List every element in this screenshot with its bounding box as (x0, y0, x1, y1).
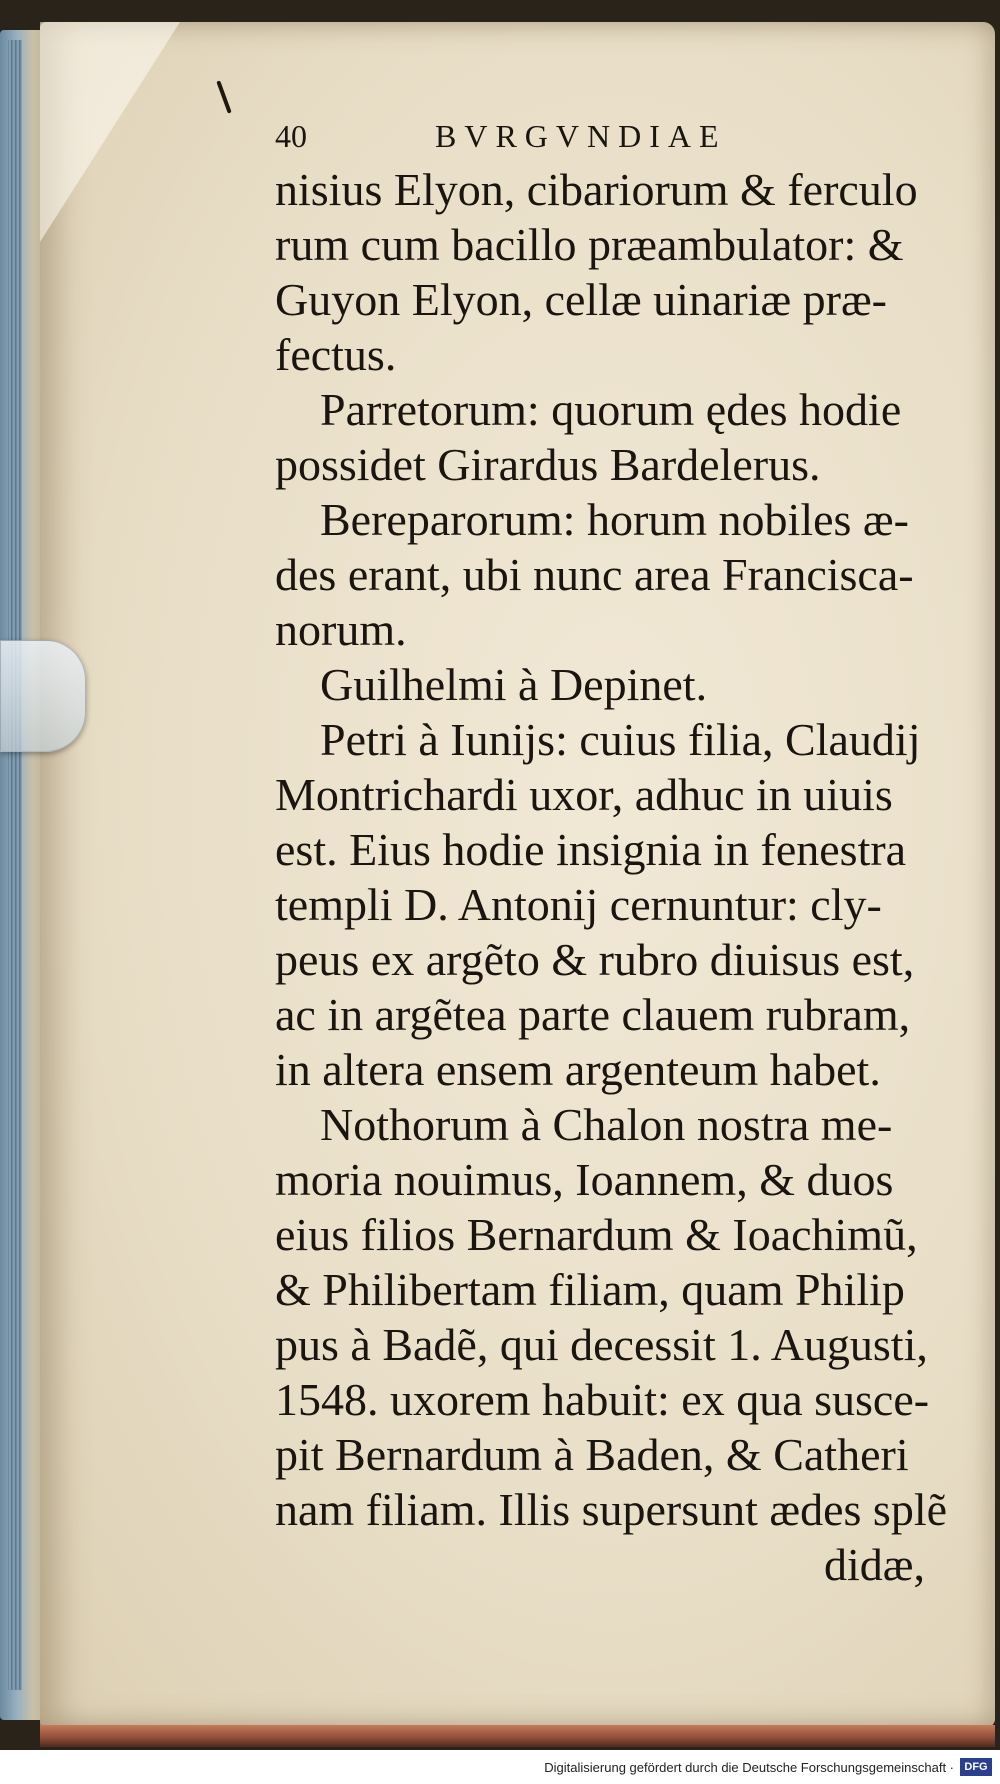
text-line: possidet Girardus Bardelerus. (275, 439, 821, 490)
text-line: 1548. uxorem habuit: ex qua susce- (275, 1374, 930, 1425)
text-line: pus à Badẽ, qui decessit 1. Augusti, (275, 1319, 928, 1370)
text-line: Bereparorum: horum nobiles æ- (320, 494, 909, 545)
text-line: Guilhelmi à Depinet. (320, 659, 708, 710)
text-line: Montrichardi uxor, adhuc in uiuis (275, 769, 893, 820)
page-header (275, 118, 965, 158)
body-text (275, 162, 965, 1592)
running-head: BVRGVNDIAE (435, 118, 727, 154)
text-line: & Philibertam filiam, quam Philip (275, 1264, 905, 1315)
catchword: didæ, (824, 1539, 925, 1590)
text-line: Petri à Iunijs: cuius filia, Claudij (320, 714, 921, 765)
funding-credit: Digitalisierung gefördert durch die Deutsche Forschungsgemeinschaft · (544, 1760, 954, 1775)
text-line: eius filios Bernardum & Ioachimũ, (275, 1209, 918, 1260)
text-line: peus ex argẽto & rubro diuisus est, (275, 934, 915, 985)
dfg-logo: DFG (960, 1758, 992, 1776)
text-line: pit Bernardum à Baden, & Catheri (275, 1429, 909, 1480)
page-number: 40 (275, 118, 307, 154)
text-line: rum cum bacillo præambulator: & (275, 219, 904, 270)
text-line: in altera ensem argenteum habet. (275, 1044, 881, 1095)
folded-corner (40, 22, 180, 242)
page-stack (8, 40, 22, 1690)
text-line: nisius Elyon, cibariorum & ferculo (275, 164, 918, 215)
text-line: nam filiam. Illis supersunt ædes splẽ (275, 1484, 948, 1535)
text-line: fectus. (275, 329, 397, 380)
text-line: norum. (275, 604, 407, 655)
text-line: ac in argẽtea parte clauem rubram, (275, 989, 911, 1040)
footer-bar (0, 1750, 1000, 1784)
text-line: Nothorum à Chalon nostra me- (320, 1099, 893, 1150)
text-line: moria nouimus, Ioannem, & duos (275, 1154, 894, 1205)
text-block (275, 118, 965, 1592)
book-bottom-edge (40, 1725, 995, 1747)
text-line: Guyon Elyon, cellæ uinariæ præ- (275, 274, 887, 325)
text-line: est. Eius hodie insignia in fenestra (275, 824, 907, 875)
text-line: des erant, ubi nunc area Francisca- (275, 549, 914, 600)
page-clip (0, 640, 86, 752)
text-line: templi D. Antonij cernuntur: cly- (275, 879, 882, 930)
text-line: Parretorum: quorum ędes hodie (320, 384, 902, 435)
